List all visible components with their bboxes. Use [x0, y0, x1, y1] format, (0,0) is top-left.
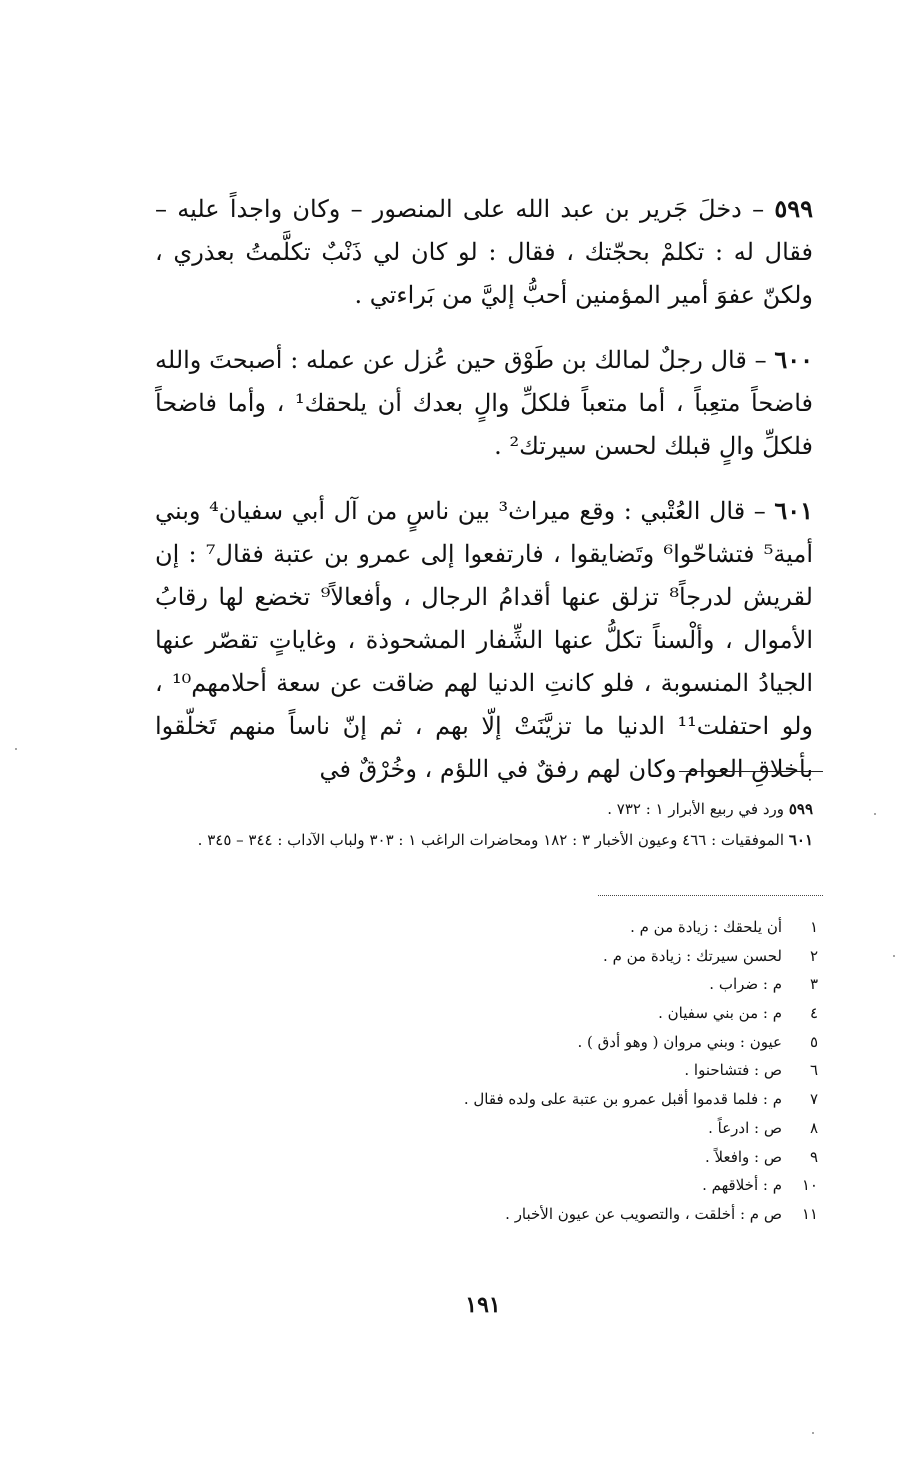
source-note-601 [163, 826, 813, 854]
footnote [258, 1143, 818, 1172]
entry-text: – قال رجلٌ لمالك بن طَوْق حين عُزل عن عمله : أصبحتَ والله فاضحاً متعِباً ، أما متعباً فلكلِّ والٍ بعدك أن يلحقك¹ ، وأما فاضحاً فلكلِّ والٍ قبلك لحسن سيرتك² . [155, 346, 813, 460]
scan-speck [874, 813, 876, 815]
footnote-text: م : أخلاقهم . [702, 1176, 782, 1195]
dotted-separator [598, 895, 823, 896]
footnote [258, 1171, 818, 1200]
footnote [258, 1056, 818, 1085]
footnote-number: ٩ [809, 1147, 818, 1166]
footnote-text: عيون : وبني مروان ( وهو أدق ) . [577, 1032, 782, 1051]
scan-speck [812, 1432, 814, 1434]
source-text: ورد في ربيع الأبرار ١ : ٧٣٢ . [607, 800, 785, 818]
footnote [258, 913, 818, 942]
footnote-text: م : من بني سفيان . [658, 1004, 782, 1023]
footnote [258, 942, 818, 971]
footnote-number: ٢ [809, 946, 818, 965]
page-number: ١٩١ [465, 1292, 501, 1318]
footnote-number: ١١ [801, 1204, 818, 1223]
footnote-text: ص م : أخلقت ، والتصويب عن عيون الأخبار . [505, 1204, 782, 1223]
footnote-number: ٧ [809, 1090, 818, 1109]
footnote-text: م : ضراب . [709, 975, 782, 994]
footnote-number: ٥ [809, 1032, 818, 1051]
footnote-text: م : فلما قدموا أقبل عمرو بن عتبة على ولده فقال . [463, 1090, 782, 1109]
scan-speck [15, 748, 17, 750]
footnote-number: ١٠ [801, 1176, 818, 1195]
source-text: الموفقيات : ٤٦٦ وعيون الأخبار ٣ : ١٨٢ ومحاضرات الراغب ١ : ٣٠٣ ولباب الآداب : ٣٤٤ – ٣٤٥ . [197, 831, 785, 849]
entry-599 [155, 187, 813, 317]
footnote-number: ٨ [809, 1118, 818, 1137]
entry-601 [155, 489, 813, 791]
scan-speck [893, 955, 895, 957]
variant-footnotes [258, 913, 818, 1229]
footnote-text: أن يلحقك : زيادة من م . [630, 918, 782, 936]
source-number: ٥٩٩ [788, 800, 813, 818]
footnote [258, 970, 818, 999]
footnote-number: ٤ [809, 1004, 818, 1023]
footnote-number: ٦ [809, 1061, 818, 1080]
entry-600 [155, 338, 813, 468]
source-number: ٦٠١ [788, 831, 813, 849]
footnote [258, 1114, 818, 1143]
footnote-text: ص : ادرعاً . [708, 1118, 782, 1137]
source-note-599 [213, 795, 813, 823]
footnote-number: ١ [809, 918, 818, 936]
entry-text: – دخلَ جَرير بن عبد الله على المنصور – وكان واجداً عليه – فقال له : تكلمْ بحجّتك ، فقال : لو كان لي ذَنْبٌ تكلَّمتُ بعذري ، ولكنّ عفوَ أمير المؤمنين أحبُّ إليَّ من بَراءتي . [155, 195, 813, 309]
footnote [258, 1028, 818, 1057]
entry-text: – قال العُتْبي : وقع ميراث³ بين ناسٍ من آل أبي سفيان⁴ وبني أمية⁵ فتشاحّوا⁶ وتَضايقوا ، فارتفعوا إلى عمرو بن عتبة فقال⁷ : إن لقريش لدرجاً⁸ تزلق عنها أقدامُ الرجال ، وأفعالاً⁹ تخضع لها رقابُ الأموال ، وألْسناً تكلُّ عنها الشِّفار المشحوذة ، وغاياتٍ تقصّر عنها الجيادُ المنسوبة ، فلو كانتِ الدنيا لهم ضاقت عن سعة أحلامهم¹⁰ ، ولو احتفلت¹¹ الدنيا ما تزيَّنَتْ إلّا بهم ، ثم إنّ ناساً منهم تَخلّقوا بأخلاقِ العوام وكان لهم رفقٌ في اللؤم ، وخُرْقٌ في [155, 497, 814, 783]
footnote [258, 1200, 818, 1229]
entry-number: ٦٠٠ [774, 345, 813, 374]
footnote-separator [679, 771, 823, 772]
footnote-text: ص : فتشاحنوا . [684, 1061, 782, 1080]
entry-number: ٥٩٩ [774, 194, 813, 223]
footnote [258, 1085, 818, 1114]
entry-number: ٦٠١ [774, 496, 813, 525]
footnote-number: ٣ [809, 975, 818, 994]
footnote-text: لحسن سيرتك : زيادة من م . [603, 946, 782, 965]
footnote-text: ص : وافعلاً . [704, 1147, 782, 1166]
footnote [258, 999, 818, 1028]
